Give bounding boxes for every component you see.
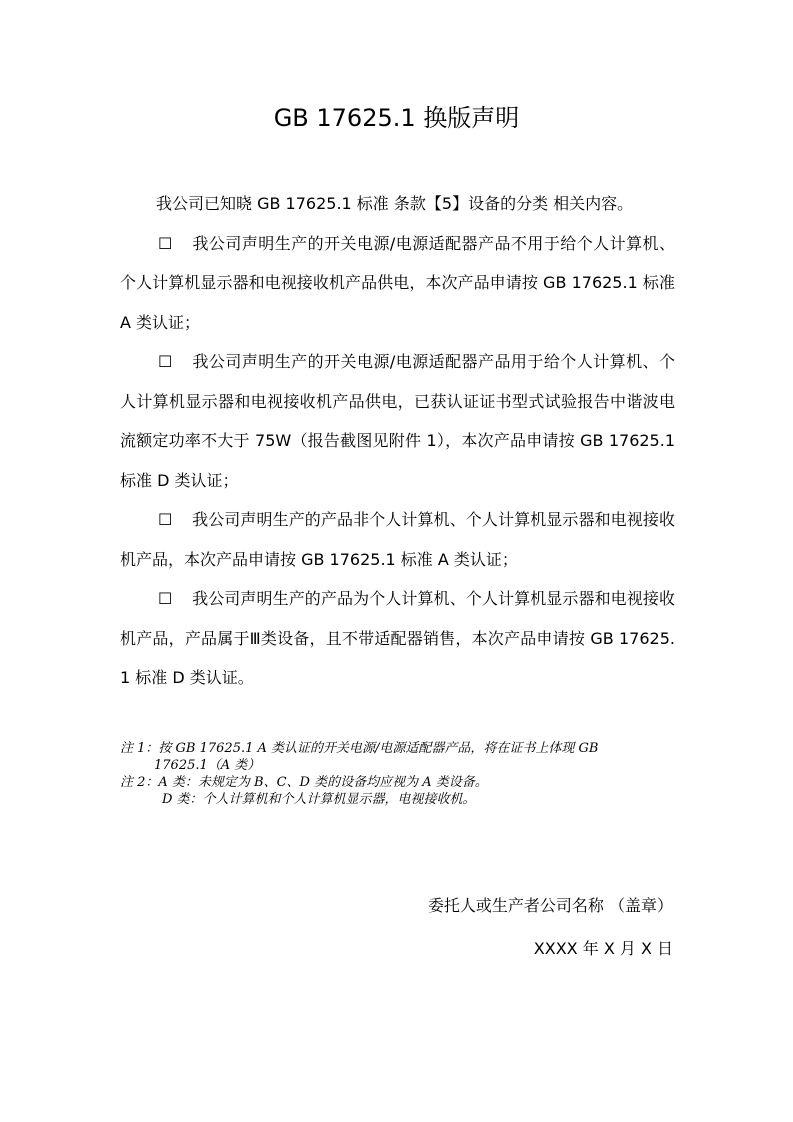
note-2-line-1: 注 2：A 类：未规定为 B、C、D 类的设备均应视为 A 类设备。 bbox=[120, 775, 488, 790]
option-text-2: 我公司声明生产的开关电源/电源适配器产品用于给个人计算机、个人计算机显示器和电视接收机产品供电，已获认证证书型式试验报告中谐波电流额定功率不大于 75W（报告截图见附件 1），本次产品申请按 GB 17625.1 标准 D 类认证； bbox=[120, 352, 675, 490]
option-text-4: 我公司声明生产的产品为个人计算机、个人计算机显示器和电视接收机产品，产品属于Ⅲ类设备，且不带适配器销售，本次产品申请按 GB 17625.1 标准 D 类认证。 bbox=[120, 589, 675, 687]
checkbox-icon[interactable]: ☐ bbox=[158, 352, 173, 371]
option-paragraph-1 bbox=[120, 224, 675, 343]
note-2-line-2: D 类：个人计算机和个人计算机显示器，电视接收机。 bbox=[162, 792, 476, 807]
checkbox-icon[interactable]: ☐ bbox=[158, 510, 173, 529]
signature-line: 委托人或生产者公司名称 （盖章） bbox=[427, 896, 673, 915]
date-line: XXXX 年 X 月 X 日 bbox=[533, 939, 673, 958]
note-1-line-1: 注 1：按 GB 17625.1 A 类认证的开关电源/电源适配器产品，将在证书上体现 GB bbox=[120, 741, 599, 756]
option-text-1: 我公司声明生产的开关电源/电源适配器产品不用于给个人计算机、个人计算机显示器和电视接收机产品供电，本次产品申请按 GB 17625.1 标准 A 类认证； bbox=[120, 233, 675, 332]
option-paragraph-4 bbox=[120, 579, 675, 698]
note-1-line-2: 17625.1（A 类） bbox=[154, 758, 261, 773]
notes-section bbox=[120, 740, 680, 808]
checkbox-icon[interactable]: ☐ bbox=[158, 233, 173, 253]
option-text-3: 我公司声明生产的产品非个人计算机、个人计算机显示器和电视接收机产品，本次产品申请按 GB 17625.1 标准 A 类认证； bbox=[120, 510, 675, 569]
checkbox-icon[interactable]: ☐ bbox=[158, 589, 173, 608]
option-paragraph-3 bbox=[120, 500, 675, 579]
declaration-body bbox=[120, 184, 675, 698]
intro-paragraph: 我公司已知晓 GB 17625.1 标准 条款【5】设备的分类 相关内容。 bbox=[156, 194, 634, 213]
option-paragraph-2 bbox=[120, 342, 675, 500]
document-title: GB 17625.1 换版声明 bbox=[273, 104, 520, 132]
